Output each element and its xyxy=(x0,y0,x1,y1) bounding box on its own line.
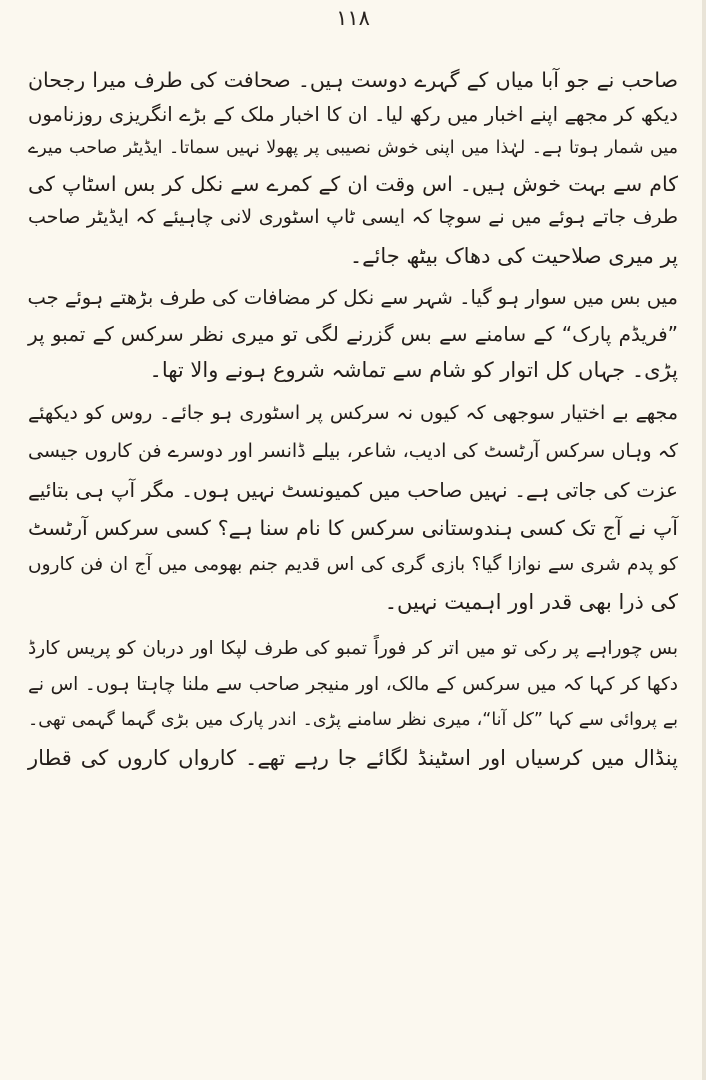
text-line: بے پروائی سے کہا ”کل آنا“، میری نظر سامنے پڑی۔ اندر پارک میں بڑی گہما گہمی تھی۔ xyxy=(28,710,678,730)
text-line: کی ذرا بھی قدر اور اہمیت نہیں۔ xyxy=(384,590,678,614)
text-line: صاحب نے جو آبا میاں کے گہرے دوست ہیں۔ صحافت کی طرف میرا رجحان xyxy=(28,68,678,92)
text-line: دکھا کر کہا کہ میں سرکس کے مالک، اور منیجر صاحب سے ملنا چاہتا ہوں۔ اس نے xyxy=(28,674,678,695)
text-line: دیکھ کر مجھے اپنے اخبار میں رکھ لیا۔ ان کا اخبار ملک کے بڑے انگریزی روزناموں xyxy=(28,103,678,126)
text-line: پنڈال میں کرسیاں اور اسٹینڈ لگائے جا رہے تھے۔ کارواں کاروں کی قطار xyxy=(28,746,678,770)
text-line: عزت کی جاتی ہے۔ نہیں صاحب میں کمیونسٹ نہیں ہوں۔ مگر آپ ہی بتائیے xyxy=(28,478,678,502)
text-line: میں بس میں سوار ہو گیا۔ شہر سے نکل کر مضافات کی طرف بڑھتے ہوئے جب xyxy=(27,286,678,309)
text-line: میں شمار ہوتا ہے۔ لہٰذا میں اپنی خوش نصیبی پر پھولا نہیں سماتا۔ ایڈیٹر صاحب میرے xyxy=(28,138,678,158)
text-line: پڑی۔ جہاں کل اتوار کو شام سے تماشہ شروع ہونے والا تھا۔ xyxy=(149,358,678,382)
page-edge xyxy=(702,0,706,1080)
text-line: پر میری صلاحیت کی دھاک بیٹھ جائے۔ xyxy=(349,244,678,268)
text-line: مجھے بے اختیار سوجھی کہ کیوں نہ سرکس پر اسٹوری ہو جائے۔ روس کو دیکھئے xyxy=(28,402,678,424)
text-line: بس چوراہے پر رکی تو میں اتر کر فوراً تمبو کی طرف لپکا اور دربان کو پریس کارڈ xyxy=(28,638,678,659)
page-number: ١١٨ xyxy=(336,6,370,30)
text-line: ”فریڈم پارک“ کے سامنے سے بس گزرنے لگی تو میری نظر سرکس کے تمبو پر xyxy=(28,322,678,346)
text-line: کو پدم شری سے نوازا گیا؟ بازی گری کی اس قدیم جنم بھومی میں آج ان فن کاروں xyxy=(28,554,678,575)
text-line: آپ نے آج تک کسی ہندوستانی سرکس کا نام سنا ہے؟ کسی سرکس آرٹسٹ xyxy=(28,516,678,540)
text-line: کہ وہاں سرکس آرٹسٹ کی ادیب، شاعر، بیلے ڈانسر اور دوسرے فن کاروں جیسی xyxy=(28,440,678,462)
text-line: طرف جاتے ہوئے میں نے سوچا کہ ایسی ٹاپ اسٹوری لانی چاہیئے کہ ایڈیٹر صاحب xyxy=(28,206,678,228)
text-line: کام سے بہت خوش ہیں۔ اس وقت ان کے کمرے سے نکل کر بس اسٹاپ کی xyxy=(28,172,678,196)
